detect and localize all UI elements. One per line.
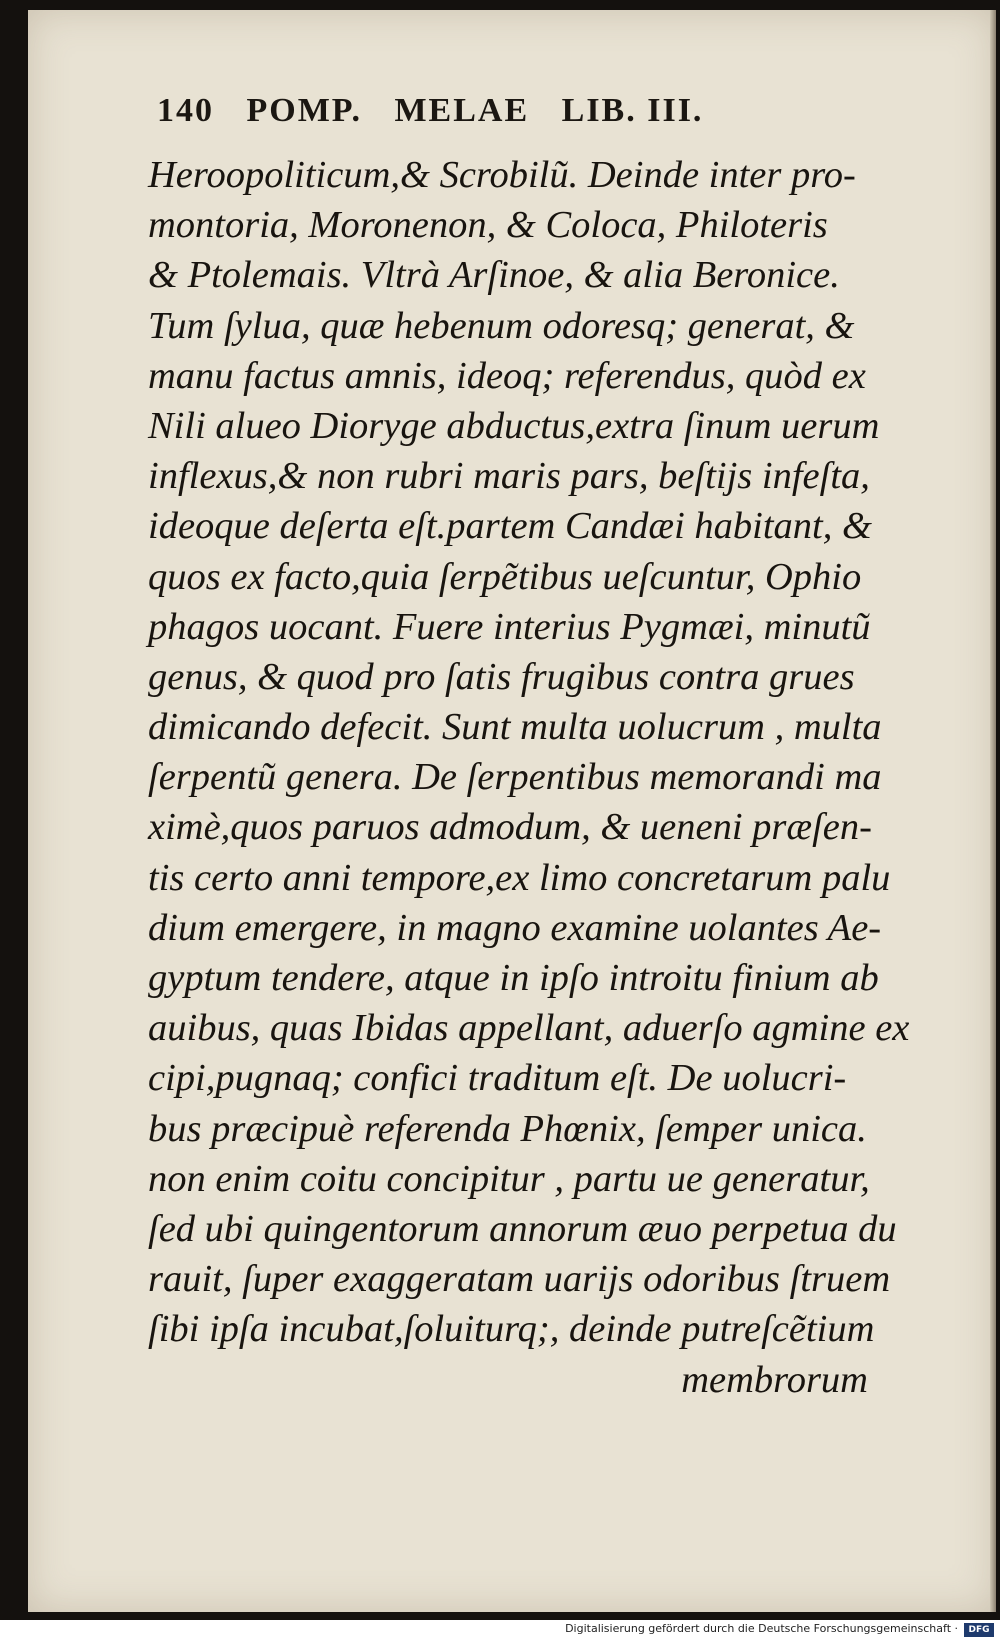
text-line: rauit, ſuper exaggeratam uarijs odoribus ſtruem (148, 1258, 891, 1301)
text-line: Tum ſylua, quæ hebenum odoresq; generat, & (148, 304, 855, 347)
text-line: dimicando defecit. Sunt multa uolucrum , multa (148, 706, 882, 749)
body-text (148, 150, 910, 1405)
text-line: gyptum tendere, atque in ipſo introitu finium ab (148, 957, 879, 999)
text-line: phagos uocant. Fuere interius Pygmæi, minutũ (148, 605, 871, 648)
catchword: membrorum (681, 1358, 868, 1401)
text-line: inflexus,& non rubri maris pars, beſtijs infeſta, (148, 455, 870, 498)
page-edge (990, 10, 996, 1612)
text-line: non enim coitu concipitur , partu ue generatur, (148, 1157, 870, 1200)
running-header (157, 92, 857, 148)
text-line: cipi,pugnaq; confici traditum eſt. De uolucri- (148, 1057, 847, 1100)
header-author: POMP. (246, 92, 362, 129)
text-line: manu factus amnis, ideoq; referendus, quòd ex (148, 354, 866, 397)
text-line: ſibi ipſa incubat,ſoluiturq;, deinde putreſcẽtium (148, 1308, 875, 1351)
text-line: ſerpentũ genera. De ſerpentibus memorandi ma (148, 756, 882, 799)
funding-credit: Digitalisierung gefördert durch die Deutsche Forschungsgemeinschaft · (565, 1622, 958, 1635)
text-line: auibus, quas Ibidas appellant, aduerſo agmine ex (148, 1007, 910, 1050)
text-line: genus, & quod pro ſatis frugibus contra grues (148, 655, 855, 698)
page-number: 140 (157, 92, 214, 129)
text-line: tis certo anni tempore,ex limo concretarum palu (148, 856, 891, 899)
text-line: ideoque deſerta eſt.partem Candæi habitant, & (148, 505, 872, 548)
text-line: ſed ubi quingentorum annorum æuo perpetua du (148, 1207, 897, 1250)
dfg-logo-icon: DFG (964, 1623, 994, 1637)
text-line: montoria, Moronenon, & Coloca, Philoteris (148, 204, 828, 247)
text-line: bus præcipuè referenda Phœnix, ſemper unica. (148, 1107, 867, 1150)
text-line: & Ptolemais. Vltrà Arſinoe, & alia Beronice. (148, 254, 840, 297)
text-line: Nili alueo Dioryge abductus,extra ſinum uerum (148, 404, 880, 447)
text-line: Heroopoliticum,& Scrobilũ. Deinde inter pro- (148, 154, 856, 196)
header-work: MELAE (394, 92, 530, 129)
text-line: ximè,quos paruos admodum, & ueneni præſen- (148, 806, 872, 849)
text-line: dium emergere, in magno examine uolantes Ae- (148, 906, 882, 949)
footer-bar (0, 1620, 1000, 1641)
header-book: LIB. III. (561, 92, 704, 129)
text-line: quos ex facto,quia ſerpẽtibus ueſcuntur, Ophio (148, 555, 862, 598)
